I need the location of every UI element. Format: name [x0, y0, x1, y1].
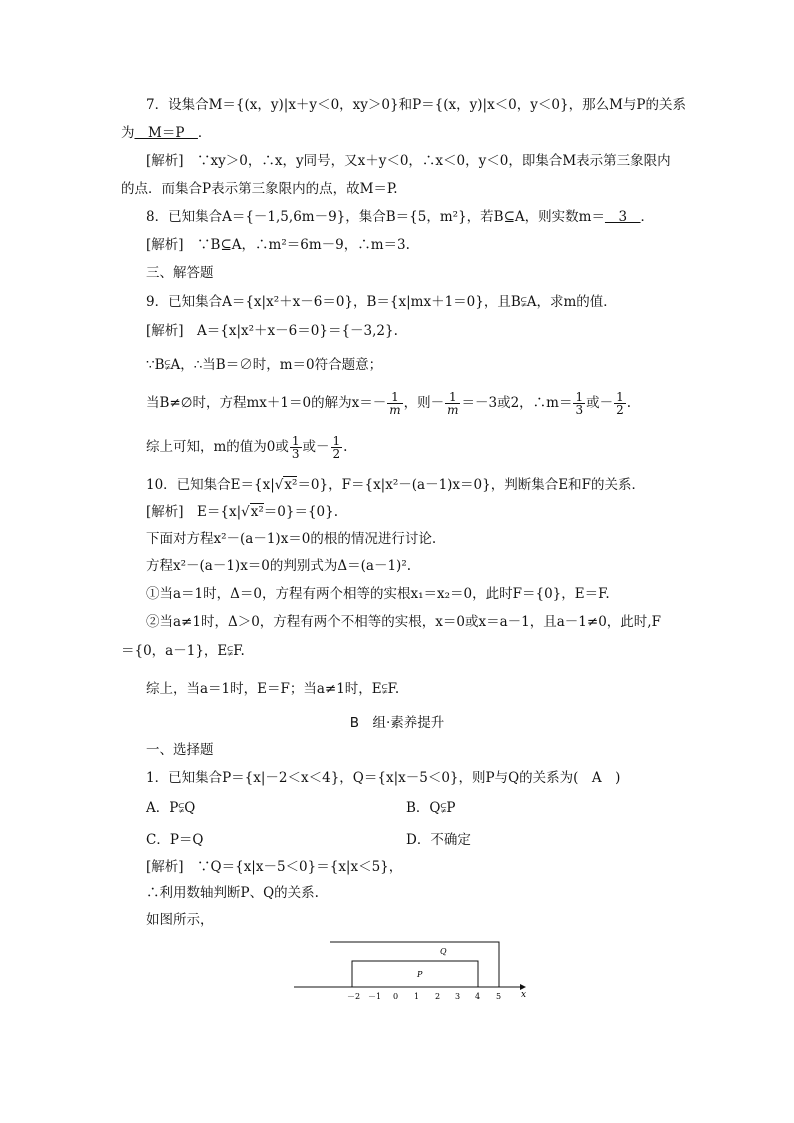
- tick-labels: [347, 992, 501, 1001]
- fraction: $\frac{1}{2}$: [332, 434, 341, 461]
- b1-option-b: B．Q⫋P: [406, 800, 456, 816]
- group-b-title: B 组·素养提升: [349, 715, 445, 731]
- section-heading-1: 一、选择题: [146, 742, 214, 758]
- fraction: $\frac{1}{m}$: [447, 390, 459, 417]
- q9-solution-line2: ∵B⫋A，∴当B＝∅时，m＝0符合题意；: [146, 357, 383, 373]
- b1-option-d: D．不确定: [406, 832, 471, 848]
- q10-solution-line3: 方程x²－(a－1)x＝0的判别式为Δ＝(a－1)².: [146, 558, 412, 574]
- q9-solution-line1: [解析] A＝{x|x²＋x－6＝0}＝{－3,2}.: [146, 323, 398, 339]
- set-q-bracket: [330, 942, 499, 987]
- tick-label: 5: [496, 992, 502, 1001]
- q9-line1: 9．已知集合A＝{x|x²＋x－6＝0}，B＝{x|mx＋1＝0}，且B⫋A，求m的值．: [146, 294, 617, 310]
- q9-solution-line3: 当B≠∅时，方程mx＋1＝0的解为x＝－ $\frac{1}{m}$ ，则－ $\frac{1}{m}$ ＝－3或2，∴m＝ $\frac{1}{3}$ 或－ $\frac{1}{2}$ .: [146, 390, 632, 417]
- b1-solution-line1: [解析] ∵Q＝{x|x－5＜0}＝{x|x＜5}，: [146, 859, 403, 875]
- b1-question: 1．已知集合P＝{x|－2＜x＜4}，Q＝{x|x－5＜0}，则P与Q的关系为( A ): [146, 770, 621, 786]
- q7-line2: 为 M＝P ．: [121, 125, 212, 141]
- axis-variable: x: [521, 990, 527, 1000]
- q8-line1: 8．已知集合A＝{－1,5,6m－9}，集合B＝{5，m²}，若B⊆A，则实数m＝ 3 ．: [146, 209, 655, 225]
- tick-label: 0: [393, 992, 399, 1001]
- tick-label: －2: [347, 992, 361, 1001]
- q7-answer: M＝P: [134, 125, 198, 141]
- b1-option-a: A．P⫋Q: [146, 800, 196, 816]
- fraction: $\frac{1}{m}$: [389, 390, 401, 417]
- tick-label: 3: [455, 992, 461, 1001]
- q8-solution: [解析] ∵B⊆A，∴m²＝6m－9，∴m＝3.: [146, 237, 410, 253]
- tick-label: 1: [414, 992, 420, 1001]
- b1-option-c: C．P＝Q: [146, 832, 204, 848]
- tick-label: 4: [475, 992, 481, 1001]
- fraction: $\frac{1}{2}$: [616, 390, 624, 417]
- q10-solution-line1: [解析] E＝{x|√x²＝0}＝{0}.: [146, 504, 339, 520]
- b1-solution-line3: 如图所示，: [146, 912, 214, 928]
- b1-solution-line2: ∴利用数轴判断P、Q的关系.: [146, 885, 319, 901]
- tick-label: 2: [435, 992, 441, 1001]
- q10-solution-line7: 综上，当a＝1时，E＝F；当a≠1时，E⫋F.: [146, 681, 400, 697]
- fraction: $\frac{1}{3}$: [575, 390, 584, 417]
- q7-solution-line1: [解析] ∵xy＞0，∴x，y同号，又x＋y＜0，∴x＜0，y＜0，即集合M表示第三象限内: [146, 153, 671, 169]
- q9-solution-line4: 综上可知，m的值为0或 $\frac{1}{3}$ 或－ $\frac{1}{2}$ .: [146, 434, 348, 461]
- q10-solution-line2: 下面对方程x²－(a－1)x＝0的根的情况进行讨论.: [146, 531, 437, 547]
- q8-answer: 3: [604, 209, 641, 225]
- q7-solution-line2: 的点．而集合P表示第三象限内的点，故M＝P.: [121, 181, 398, 197]
- set-p-bracket: [352, 961, 478, 987]
- section-heading-3: 三、解答题: [146, 265, 214, 281]
- q7-line1: 7．设集合M＝{(x，y)|x＋y＜0，xy＞0}和P＝{(x，y)|x＜0，y＜0}，那么M与P的关系: [146, 97, 686, 113]
- tick-label: －1: [368, 992, 382, 1001]
- fraction: $\frac{1}{3}$: [291, 434, 300, 461]
- number-line-figure: [280, 932, 540, 1008]
- set-q-label: Q: [440, 947, 447, 956]
- q10-solution-line6: ＝{0，a－1}，E⫋F.: [121, 643, 245, 659]
- set-p-label: P: [417, 970, 423, 979]
- q10-solution-line4: ①当a＝1时，Δ＝0，方程有两个相等的实根x₁＝x₂＝0，此时F＝{0}，E＝F.: [146, 586, 610, 602]
- q10-line1: 10．已知集合E＝{x|√x²＝0}，F＝{x|x²－(a－1)x＝0}，判断集合E和F的关系．: [146, 477, 645, 493]
- q10-solution-line5: ②当a≠1时，Δ＞0，方程有两个不相等的实根，x＝0或x＝a－1，且a－1≠0，此时,F: [146, 614, 661, 630]
